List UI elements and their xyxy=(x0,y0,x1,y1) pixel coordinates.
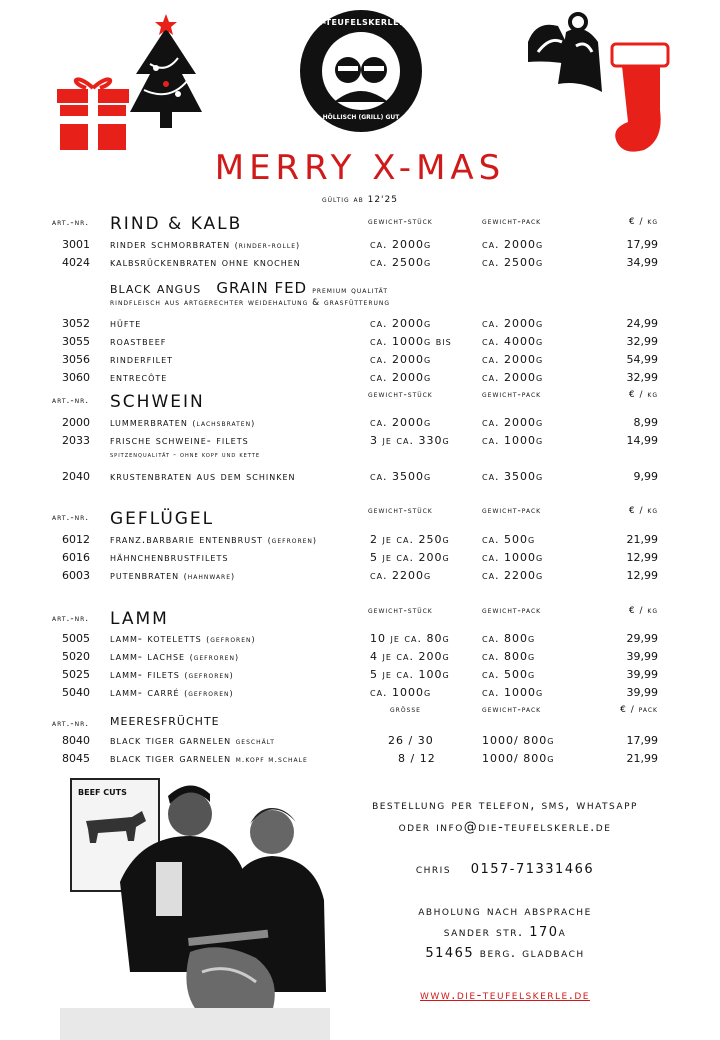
logo-faces-icon xyxy=(330,46,392,102)
angus-title-b: GRAIN FED xyxy=(216,279,308,297)
butchers-illustration xyxy=(60,772,330,1040)
gift-icon xyxy=(56,70,132,156)
item-note: (gefroren) xyxy=(189,653,240,662)
item-note: geschält xyxy=(235,737,275,746)
art-nr: 2033 xyxy=(62,434,90,447)
table-row xyxy=(0,238,720,256)
poster-text: BEEF CUTS xyxy=(78,788,127,797)
pickup-line3: 51465 berg. gladbach xyxy=(425,946,585,961)
item-name-text: lamm- filets xyxy=(110,668,180,681)
price: 39,99 xyxy=(626,650,658,663)
price: 8,99 xyxy=(633,416,658,429)
weight-pack: ca. 500g xyxy=(482,668,536,681)
gewicht-stueck-label: gewicht-stück xyxy=(368,606,433,616)
gewicht-pack-label: gewicht-pack xyxy=(482,390,542,400)
item-name-text: rinder schmorbraten xyxy=(110,238,231,251)
weight-piece: 4 je ca. 200g xyxy=(370,650,450,663)
price: 21,99 xyxy=(626,533,658,546)
angus-subtitle: rindfleisch aus artgerechter weidehaltung & grasfütterung xyxy=(110,298,391,308)
gewicht-pack-label: gewicht-pack xyxy=(482,217,542,227)
price: 32,99 xyxy=(626,335,658,348)
price: 34,99 xyxy=(626,256,658,269)
art-nr: 5040 xyxy=(62,686,90,699)
item-name xyxy=(110,238,300,251)
weight-piece: 5 je ca. 200g xyxy=(370,551,450,564)
logo-bottom-text: HÖLLISCH (GRILL) GUT xyxy=(322,114,400,121)
item-note: (gefroren) xyxy=(184,671,234,680)
item-name-text: black tiger garnelen xyxy=(110,734,232,747)
art-nr: 6016 xyxy=(62,551,90,564)
weight-pack: 1000/ 800g xyxy=(482,752,555,765)
item-note: (gefroren) xyxy=(184,689,234,698)
pickup-line2: sander str. 170a xyxy=(443,925,567,940)
page-title: MERRY X-MAS xyxy=(214,148,506,188)
weight-piece: 10 je ca. 80g xyxy=(370,632,450,645)
eur-kg-label: € / kg xyxy=(628,217,658,227)
logo xyxy=(300,10,422,132)
weight-pack: ca. 1000g xyxy=(482,686,544,699)
art-nr: 8040 xyxy=(62,734,90,747)
phone-number: 0157-71331466 xyxy=(470,862,595,877)
price: 29,99 xyxy=(626,632,658,645)
table-row xyxy=(0,650,720,668)
price: 12,99 xyxy=(626,551,658,564)
price: 39,99 xyxy=(626,668,658,681)
table-row xyxy=(0,470,720,488)
valid-from: gültig ab 12'25 xyxy=(322,195,398,205)
item-name: krustenbraten aus dem schinken xyxy=(110,470,296,483)
art-nr: 6003 xyxy=(62,569,90,582)
item-name xyxy=(110,650,239,663)
gewicht-stueck-label: gewicht-stück xyxy=(368,390,433,400)
section-header-lamm xyxy=(0,606,720,629)
art-nr-label: art.-nr. xyxy=(52,396,90,406)
price: 54,99 xyxy=(626,353,658,366)
weight-pack: ca. 800g xyxy=(482,632,536,645)
eur-kg-label: € / kg xyxy=(628,390,658,400)
table-row xyxy=(0,371,720,389)
section-header-gefluegel xyxy=(0,506,720,529)
item-note: (rinder-rolle) xyxy=(234,241,301,250)
price: 32,99 xyxy=(626,371,658,384)
price: 9,99 xyxy=(633,470,658,483)
art-nr: 5020 xyxy=(62,650,90,663)
art-nr: 4024 xyxy=(62,256,90,269)
weight-piece: 3 je ca. 330g xyxy=(370,434,450,447)
order-info-line1: bestellung per telefon, sms, whatsapp xyxy=(372,798,638,813)
team-photo xyxy=(60,772,330,1040)
gewicht-pack-label: gewicht-pack xyxy=(482,506,542,516)
gewicht-stueck-label: gewicht-stück xyxy=(368,217,433,227)
weight-piece: 5 je ca. 100g xyxy=(370,668,450,681)
weight-pack: 1000/ 800g xyxy=(482,734,555,747)
weight-pack: ca. 2000g xyxy=(482,416,544,429)
item-name xyxy=(110,632,256,645)
item-name-text: lamm- carré xyxy=(110,686,180,699)
weight-piece: ca. 1000g xyxy=(370,686,432,699)
art-nr: 3001 xyxy=(62,238,90,251)
website-link[interactable]: www.die-teufelskerle.de xyxy=(420,988,590,1003)
gewicht-pack-label: gewicht-pack xyxy=(482,606,542,616)
price: 12,99 xyxy=(626,569,658,582)
art-nr: 3055 xyxy=(62,335,90,348)
item-note: (gefroren) xyxy=(206,635,256,644)
table-row xyxy=(0,416,720,434)
weight-pack: ca. 2000g xyxy=(482,371,544,384)
eur-pack-label: € / pack xyxy=(620,705,658,715)
item-name: frische schweine- filets xyxy=(110,434,249,447)
weight-pack: ca. 1000g xyxy=(482,551,544,564)
item-note: (lachsbraten) xyxy=(192,419,256,428)
weight-pack: ca. 500g xyxy=(482,533,536,546)
section-header-meer xyxy=(0,705,720,729)
table-row xyxy=(0,335,720,353)
eur-kg-label: € / kg xyxy=(628,506,658,516)
art-nr: 3052 xyxy=(62,317,90,330)
table-row xyxy=(0,668,720,686)
weight-piece: ca. 2200g xyxy=(370,569,432,582)
item-name: hähnchenbrustfilets xyxy=(110,551,229,564)
weight-pack: ca. 2200g xyxy=(482,569,544,582)
weight-piece: ca. 2500g xyxy=(370,256,432,269)
stocking-icon xyxy=(604,40,678,156)
weight-piece: ca. 2000g xyxy=(370,238,432,251)
section-header-schwein xyxy=(0,390,720,412)
price: 21,99 xyxy=(626,752,658,765)
table-row xyxy=(0,632,720,650)
table-row xyxy=(0,686,720,704)
art-nr-label: art.-nr. xyxy=(52,218,90,228)
weight-pack: ca. 800g xyxy=(482,650,536,663)
table-row xyxy=(0,752,720,770)
table-row xyxy=(0,317,720,335)
order-info-line2[interactable]: oder info@die-teufelskerle.de xyxy=(398,820,612,835)
section-title-rind: RIND & KALB xyxy=(110,214,243,234)
item-name-text: franz.barbarie entenbrust xyxy=(110,533,264,546)
weight-pack: ca. 4000g xyxy=(482,335,544,348)
weight-piece: ca. 2000g xyxy=(370,353,432,366)
section-header-rind xyxy=(0,214,720,232)
item-name: entrecôte xyxy=(110,371,168,384)
angus-title-a: black angus xyxy=(110,279,202,297)
weight-piece: ca. 2000g xyxy=(370,317,432,330)
weight-pack: ca. 3500g xyxy=(482,470,544,483)
art-nr: 5025 xyxy=(62,668,90,681)
weight-pack: ca. 2500g xyxy=(482,256,544,269)
logo-ring-text: DIE-TEUFELSKERLE.DE xyxy=(306,18,416,27)
section-title-meer: meeresfrüchte xyxy=(110,711,220,729)
table-row xyxy=(0,734,720,752)
section-title-gefluegel: GEFLÜGEL xyxy=(110,509,215,529)
weight-pack: ca. 1000g xyxy=(482,434,544,447)
section-title-lamm: LAMM xyxy=(110,609,169,629)
item-name xyxy=(110,569,235,582)
item-name-text: lamm- koteletts xyxy=(110,632,202,645)
art-nr: 2000 xyxy=(62,416,90,429)
price: 39,99 xyxy=(626,686,658,699)
item-name-text: putenbraten xyxy=(110,569,180,582)
phone-name: chris xyxy=(415,862,452,877)
table-row xyxy=(0,434,720,452)
item-name: rinderfilet xyxy=(110,353,174,366)
weight-piece: 2 je ca. 250g xyxy=(370,533,450,546)
item-note: (gefroren) xyxy=(267,536,318,545)
item-name xyxy=(110,734,275,747)
item-name: kalbsrückenbraten ohne knochen xyxy=(110,256,301,269)
weight-piece: ca. 2000g xyxy=(370,416,432,429)
art-nr: 2040 xyxy=(62,470,90,483)
angus-premium: premium qualität xyxy=(312,286,388,296)
table-row xyxy=(0,256,720,274)
schwein-subnote: spitzenqualität - ohne kopf und kette xyxy=(110,451,261,459)
item-name xyxy=(110,533,317,546)
gewicht-pack-label: gewicht-pack xyxy=(482,705,542,715)
art-nr: 6012 xyxy=(62,533,90,546)
item-name-text: lummerbraten xyxy=(110,416,188,429)
weight-pack: ca. 2000g xyxy=(482,353,544,366)
item-note: (hahnware) xyxy=(183,572,236,581)
art-nr: 3060 xyxy=(62,371,90,384)
table-row xyxy=(0,353,720,371)
price: 17,99 xyxy=(626,238,658,251)
item-name xyxy=(110,752,308,765)
item-name: hüfte xyxy=(110,317,142,330)
groesse-label: grösse xyxy=(390,705,421,715)
section-title-schwein: SCHWEIN xyxy=(110,392,205,412)
art-nr-label: art.-nr. xyxy=(52,719,90,729)
weight-piece: ca. 3500g xyxy=(370,470,432,483)
item-name xyxy=(110,416,255,429)
table-row xyxy=(0,533,720,551)
item-name-text: lamm- lachse xyxy=(110,650,186,663)
price: 14,99 xyxy=(626,434,658,447)
weight-piece: ca. 1000g bis xyxy=(370,335,452,348)
gewicht-stueck-label: gewicht-stück xyxy=(368,506,433,516)
christmas-tree-icon xyxy=(126,14,206,130)
item-name: roastbeef xyxy=(110,335,167,348)
art-nr: 8045 xyxy=(62,752,90,765)
art-nr-label: art.-nr. xyxy=(52,513,90,523)
art-nr: 5005 xyxy=(62,632,90,645)
item-note: m.kopf m.schale xyxy=(235,755,308,764)
section-title-angus xyxy=(110,278,388,297)
size: 26 / 30 xyxy=(388,734,434,747)
price: 24,99 xyxy=(626,317,658,330)
weight-pack: ca. 2000g xyxy=(482,238,544,251)
item-name xyxy=(110,686,234,699)
art-nr: 3056 xyxy=(62,353,90,366)
table-row xyxy=(0,569,720,587)
pickup-line1: abholung nach absprache xyxy=(418,904,592,919)
item-name xyxy=(110,668,234,681)
table-row xyxy=(0,551,720,569)
item-name-text: black tiger garnelen xyxy=(110,752,232,765)
art-nr-label: art.-nr. xyxy=(52,614,90,624)
price: 17,99 xyxy=(626,734,658,747)
phone-line[interactable] xyxy=(330,862,680,877)
size: 8 / 12 xyxy=(398,752,436,765)
eur-kg-label: € / kg xyxy=(628,606,658,616)
weight-piece: ca. 2000g xyxy=(370,371,432,384)
weight-pack: ca. 2000g xyxy=(482,317,544,330)
